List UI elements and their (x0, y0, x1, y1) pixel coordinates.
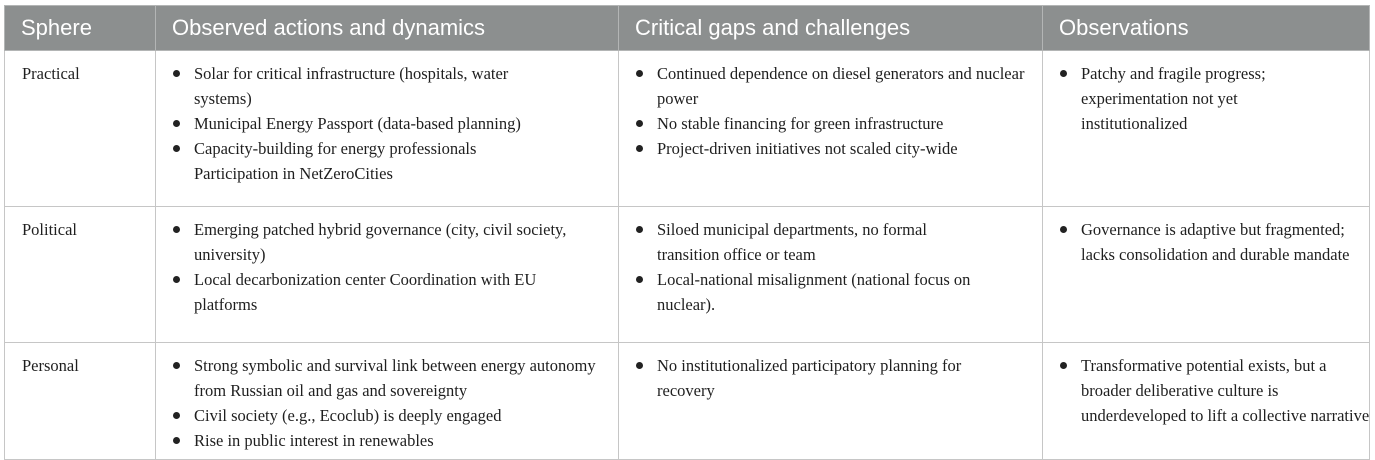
gaps-cell (619, 343, 1043, 460)
observations-cell (1043, 51, 1370, 207)
list-item: Continued dependence on diesel generators and nuclear power (635, 61, 1037, 111)
bullet-icon (636, 362, 643, 369)
observations-cell (1043, 207, 1370, 343)
bullet-icon (173, 437, 180, 444)
list-item: Rise in public interest in renewables (172, 428, 604, 453)
observations-cell (1043, 343, 1370, 460)
bullet-icon (173, 145, 180, 152)
table-row-practical (5, 51, 1370, 207)
actions-cell (156, 343, 619, 460)
bullet-icon (1060, 362, 1067, 369)
list-item: Local decarbonization center Coordination with EU platforms (172, 267, 579, 317)
sphere-cell: Personal (5, 343, 156, 460)
gaps-cell (619, 51, 1043, 207)
sphere-cell: Practical (5, 51, 156, 207)
list-item: No institutionalized participatory planning for recovery (635, 353, 1002, 403)
list-item: Patchy and fragile progress; experimentation not yet institutionalized (1059, 61, 1281, 136)
actions-cell (156, 51, 619, 207)
table-row-political (5, 207, 1370, 343)
list-item: Solar for critical infrastructure (hospitals, water systems) (172, 61, 556, 111)
list-item: Local-national misalignment (national focus on nuclear). (635, 267, 997, 317)
gaps-cell (619, 207, 1043, 343)
bullet-icon (636, 70, 643, 77)
bullet-icon (173, 276, 180, 283)
list-item: Emerging patched hybrid governance (city, civil society, university) (172, 217, 594, 267)
list-item: Civil society (e.g., Ecoclub) is deeply engaged (172, 403, 604, 428)
list-item: Strong symbolic and survival link between energy autonomy from Russian oil and gas and sovereignty (172, 353, 614, 403)
bullet-icon (173, 70, 180, 77)
actions-cell (156, 207, 619, 343)
list-item: Capacity-building for energy professionals Participation in NetZeroCities (172, 136, 544, 186)
bullet-icon (1060, 226, 1067, 233)
bullet-icon (173, 412, 180, 419)
bullet-icon (173, 120, 180, 127)
list-item: Governance is adaptive but fragmented; lacks consolidation and durable mandate (1059, 217, 1371, 267)
bullet-icon (1060, 70, 1067, 77)
list-item: Transformative potential exists, but a broader deliberative culture is underdeveloped to lift a collective narrative (1059, 353, 1371, 428)
sphere-analysis-table (4, 5, 1370, 460)
bullet-icon (636, 276, 643, 283)
list-item: No stable financing for green infrastructure (635, 111, 1028, 136)
table-row-personal (5, 343, 1370, 460)
list-item: Project-driven initiatives not scaled city-wide (635, 136, 1028, 161)
header-sphere: Sphere (5, 6, 156, 51)
header-observations: Observations (1043, 6, 1370, 51)
bullet-icon (636, 145, 643, 152)
list-item: Municipal Energy Passport (data-based planning) (172, 111, 604, 136)
bullet-icon (173, 362, 180, 369)
list-item: Siloed municipal departments, no formal transition office or team (635, 217, 987, 267)
bullet-icon (636, 226, 643, 233)
sphere-cell: Political (5, 207, 156, 343)
bullet-icon (636, 120, 643, 127)
header-observed-actions: Observed actions and dynamics (156, 6, 619, 51)
header-critical-gaps: Critical gaps and challenges (619, 6, 1043, 51)
bullet-icon (173, 226, 180, 233)
table-header-row (5, 6, 1370, 51)
